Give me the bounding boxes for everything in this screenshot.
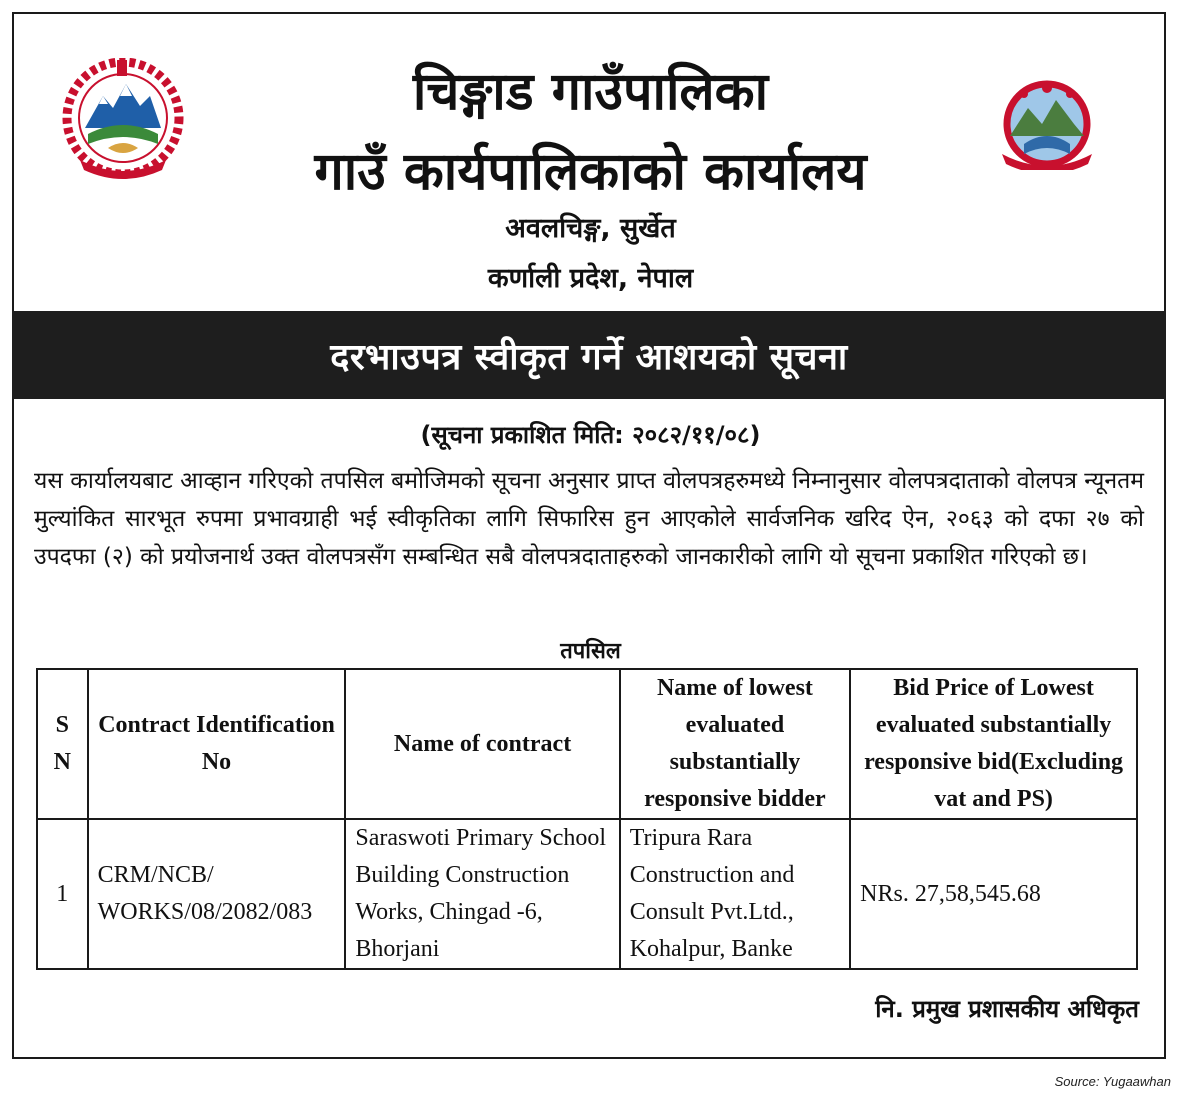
notice-body-paragraph: यस कार्यालयबाट आव्हान गरिएको तपसिल बमोजिमको सूचना अनुसार प्राप्त वोलपत्रहरुमध्ये निम्नानुसार वोलपत्रदाताको वोलपत्र न्यूनतम मुल्यांकित सारभूत रुपमा प्रभावग्राही भई स्वीकृतिका लागि सिफारिस हुन आएकोले सार्वजनिक खरिद ऐन, २०६३ को दफा २७ को उपदफा (२) को प्रयोजनार्थ उक्त वोलपत्रसँग सम्बन्धित सबै वोलपत्रदाताहरुको जानकारीको लागि यो सूचना प्रकाशित गरिएको छ। [34, 468, 1144, 570]
header-sn-line2: N [53, 749, 71, 775]
header-sn-line1: S [55, 712, 69, 738]
cell-bid-price: NRs. 27,58,545.68 [850, 819, 1137, 969]
signature-title: नि. प्रमुख प्रशासकीय अधिकृत [875, 995, 1139, 1023]
header-contract-name: Name of contract [345, 669, 619, 819]
table-row [37, 819, 1137, 969]
source-credit: Source: Yugaawhan [1054, 1074, 1171, 1089]
address-line1: अवलचिङ्ग, सुर्खेत [505, 213, 676, 244]
org-name-line1: चिङ्गाड गाउँपालिका [412, 62, 769, 122]
header-bid-price: Bid Price of Lowest evaluated substantially responsive bid(Excluding vat and PS) [850, 669, 1137, 819]
header-sn [37, 669, 88, 819]
address-line2: कर्णाली प्रदेश, नेपाल [487, 263, 694, 294]
cell-contract-id-line2: WORKS/08/2082/083 [97, 899, 313, 925]
notice-title-bar [12, 311, 1166, 399]
bid-table [36, 668, 1138, 970]
schedule-label: तपसिल [560, 639, 621, 664]
cell-contract-id-line1: CRM/NCB/ [97, 862, 214, 888]
cell-sn: 1 [37, 819, 88, 969]
cell-contract-name: Saraswoti Primary School Building Construction Works, Chingad -6, Bhorjani [345, 819, 619, 969]
notice-title: दरभाउपत्र स्वीकृत गर्ने आशयको सूचना [330, 336, 848, 378]
cell-bidder: Tripura Rara Construction and Consult Pvt.Ltd., Kohalpur, Banke [620, 819, 850, 969]
table-header-row [37, 669, 1137, 819]
header-contract-id: Contract Identification No [88, 669, 346, 819]
publication-date: (सूचना प्रकाशित मिति: २०८२/११/०८) [420, 421, 761, 449]
org-name-line2: गाउँ कार्यपालिकाको कार्यालय [314, 142, 867, 202]
header-bidder: Name of lowest evaluated substantially responsive bidder [620, 669, 850, 819]
cell-contract-id [88, 819, 346, 969]
